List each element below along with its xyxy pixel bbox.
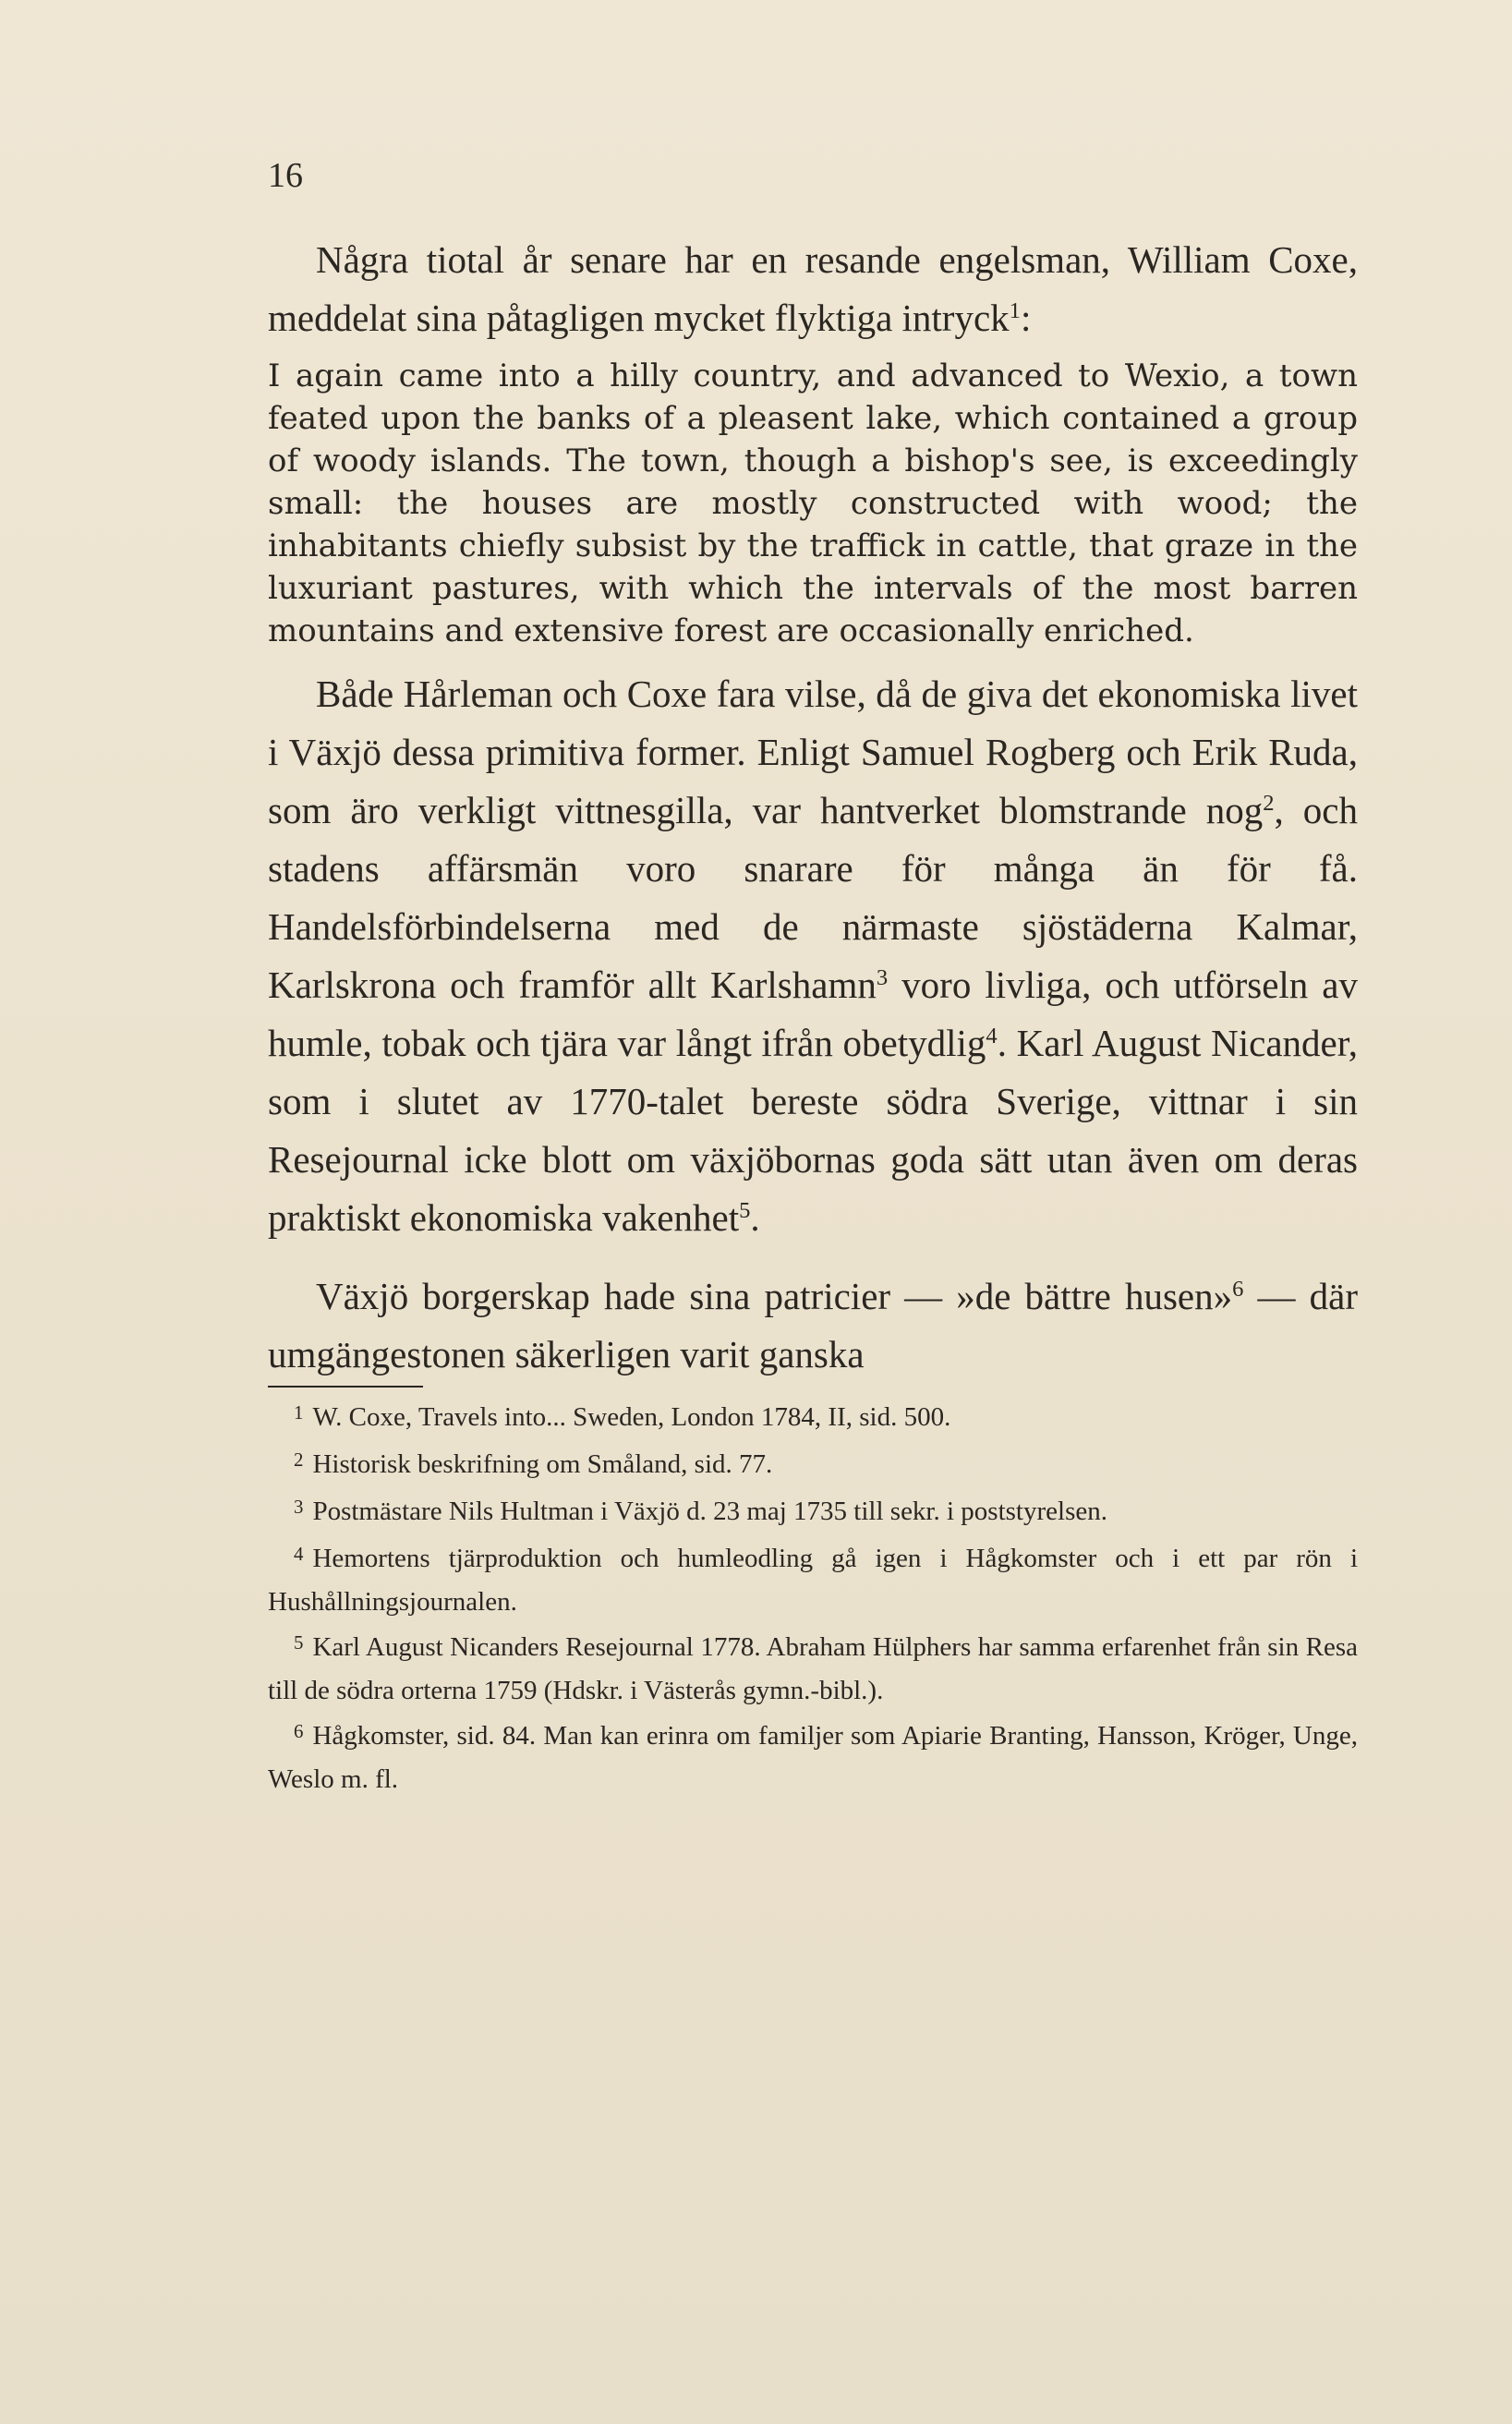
footnote-number: 2 [294, 1448, 304, 1471]
footnote-rule [268, 1386, 423, 1388]
page-number: 16 [268, 156, 303, 195]
footnote-text: Historisk beskrifning om Småland, sid. 77. [312, 1449, 773, 1479]
footnote-number: 4 [294, 1542, 304, 1565]
footnote-ref-4: 4 [986, 1024, 998, 1049]
footnote-ref-3: 3 [876, 965, 889, 991]
footnote-5 [268, 1627, 1358, 1712]
footnote-ref-1: 1 [1009, 298, 1021, 324]
paragraph-1-text: Några tiotal år senare har en resande engelsman, William Coxe, meddelat sina påtagligen mycket flyktiga intryck [268, 238, 1358, 339]
page-content [268, 148, 1358, 1804]
paragraph-3-text-2: — där umgängestonen säkerligen varit ganska [268, 1275, 1358, 1376]
footnote-6 [268, 1715, 1358, 1800]
paragraph-2 [268, 665, 1358, 1247]
footnote-2 [268, 1444, 1358, 1487]
footnote-text: Karl August Nicanders Resejournal 1778. Abraham Hülphers har samma erfarenhet från sin Resa till de södra orterna 1759 (Hdskr. i Västerås gymn.-bibl.). [268, 1632, 1358, 1705]
footnote-ref-6: 6 [1232, 1277, 1244, 1303]
footnotes [268, 1397, 1358, 1800]
paragraph-3-text-1: Växjö borgerskap hade sina patricier — »de bättre husen» [316, 1275, 1233, 1317]
paragraph-2-text-2: , och stadens affärsmän voro snarare för många än för få. Handelsförbindelserna med de närmaste sjöstäderna Kalmar, Karlskrona och framför allt Karlshamn [268, 789, 1358, 1006]
paragraph-2-text-5: . [750, 1196, 760, 1239]
paragraph-2-text-3: voro livliga, och utförseln av humle, tobak och tjära var långt ifrån obetydlig [268, 964, 1358, 1064]
footnote-ref-2: 2 [1263, 791, 1275, 817]
footnote-number: 6 [294, 1719, 304, 1742]
footnote-text: Postmästare Nils Hultman i Växjö d. 23 maj 1735 till sekr. i poststyrelsen. [312, 1497, 1107, 1526]
footnote-ref-5: 5 [739, 1198, 751, 1224]
footnote-4 [268, 1538, 1358, 1623]
footnote-1 [268, 1397, 1358, 1440]
paragraph-3 [268, 1267, 1358, 1384]
footnote-number: 3 [294, 1495, 304, 1518]
paragraph-1 [268, 231, 1358, 347]
footnote-number: 5 [294, 1630, 304, 1654]
paragraph-2-text-1: Både Hårleman och Coxe fara vilse, då de giva det ekonomiska livet i Växjö dessa primitiva former. Enligt Samuel Rogberg och Erik Ruda, som äro verkligt vittnesgilla, var hantverket blomstrande nog [268, 673, 1358, 831]
footnote-3 [268, 1491, 1358, 1534]
paragraph-2-text-4: . Karl August Nicander, som i slutet av 1770-talet bereste södra Sverige, vittnar i sin Resejournal icke blott om växjöbornas goda sätt utan även om deras praktiskt ekonomiska vakenhet [268, 1022, 1358, 1239]
footnote-text: W. Coxe, Travels into... Sweden, London 1784, II, sid. 500. [312, 1402, 951, 1432]
block-quote: I again came into a hilly country, and advanced to Wexio, a town feated upon the banks of a pleasent lake, which contained a group of woody islands. The town, though a bishop's see, is exceedingly small: the houses are mostly constructed with wood; the inhabitants chiefly subsist by the traffick in cattle, that graze in the luxuriant pastures, with which the intervals of the most barren mountains and extensive forest are occasionally enriched. [268, 358, 1358, 649]
footnote-text: Hågkomster, sid. 84. Man kan erinra om familjer som Apiarie Branting, Hansson, Kröger, Unge, Weslo m. fl. [268, 1721, 1358, 1794]
footnote-number: 1 [294, 1400, 304, 1424]
footnote-text: Hemortens tjärproduktion och humleodling gå igen i Hågkomster och i ett par rön i Hushållningsjournalen. [268, 1544, 1358, 1617]
paragraph-1-colon: : [1020, 297, 1032, 339]
